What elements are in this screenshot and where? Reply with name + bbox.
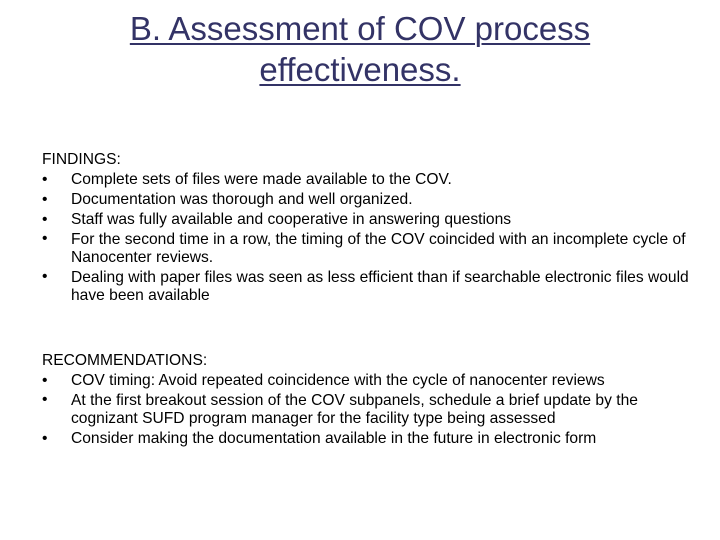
bullet-icon: • — [42, 430, 48, 447]
bullet-icon: • — [42, 230, 48, 247]
findings-item — [42, 170, 702, 190]
recommendations-section — [42, 351, 702, 449]
findings-item-text: Documentation was thorough and well organized. — [71, 191, 413, 208]
bullet-icon: • — [42, 268, 48, 285]
bullet-icon: • — [42, 171, 48, 188]
recommendations-item-text: Consider making the documentation available in the future in electronic form — [71, 430, 597, 447]
bullet-icon: • — [42, 211, 48, 228]
bullet-icon: • — [42, 372, 48, 389]
findings-item-text: Complete sets of files were made available to the COV. — [71, 171, 452, 188]
findings-section — [42, 150, 702, 306]
findings-item — [42, 230, 702, 268]
recommendations-item-text: At the first breakout session of the COV subpanels, schedule a brief update by the cognizant SUFD program manager for the facility type being assessed — [71, 392, 638, 427]
findings-item — [42, 190, 702, 210]
slide-title: B. Assessment of COV process effectiveness. — [129, 10, 591, 88]
findings-item-text: For the second time in a row, the timing of the COV coincided with an incomplete cycle of Nanocenter reviews. — [71, 231, 686, 266]
recommendations-heading: RECOMMENDATIONS: — [42, 352, 208, 369]
findings-item-text: Dealing with paper files was seen as less efficient than if searchable electronic files would have been available — [71, 269, 689, 304]
recommendations-item — [42, 391, 702, 429]
recommendations-list — [42, 371, 702, 449]
findings-heading: FINDINGS: — [42, 151, 121, 168]
findings-item — [42, 210, 702, 230]
recommendations-item-text: COV timing: Avoid repeated coincidence with the cycle of nanocenter reviews — [71, 372, 605, 389]
bullet-icon: • — [42, 391, 48, 408]
findings-item — [42, 268, 702, 306]
recommendations-item — [42, 429, 702, 449]
recommendations-item — [42, 371, 702, 391]
findings-item-text: Staff was fully available and cooperative in answering questions — [71, 211, 512, 228]
bullet-icon: • — [42, 191, 48, 208]
findings-list — [42, 170, 702, 306]
